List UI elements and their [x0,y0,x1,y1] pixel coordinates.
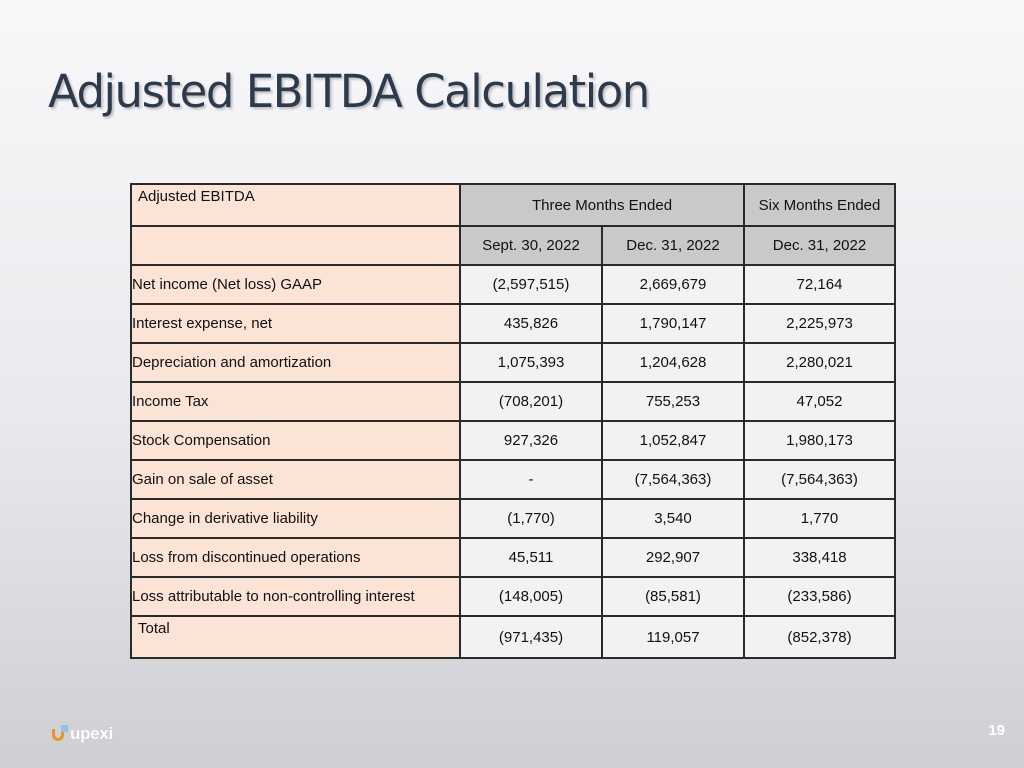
value-cell: 2,280,021 [744,343,895,382]
value-cell: 47,052 [744,382,895,421]
row-label: Net income (Net loss) GAAP [131,265,460,304]
value-cell: (852,378) [744,616,895,658]
value-cell: 1,075,393 [460,343,602,382]
value-cell: 3,540 [602,499,744,538]
table-header-row [131,184,895,226]
value-cell: 119,057 [602,616,744,658]
row-label: Change in derivative liability [131,499,460,538]
value-cell: 1,770 [744,499,895,538]
value-cell: 1,980,173 [744,421,895,460]
table-row [131,538,895,577]
logo-text: upexi [70,724,113,743]
value-cell: 292,907 [602,538,744,577]
row-label: Interest expense, net [131,304,460,343]
value-cell: 1,052,847 [602,421,744,460]
total-row [131,616,895,658]
value-cell: (85,581) [602,577,744,616]
slide-title: Adjusted EBITDA Calculation [48,65,649,118]
value-cell: 927,326 [460,421,602,460]
value-cell: 755,253 [602,382,744,421]
value-cell: (148,005) [460,577,602,616]
table-row [131,499,895,538]
value-cell: (971,435) [460,616,602,658]
value-cell: (2,597,515) [460,265,602,304]
value-cell: 338,418 [744,538,895,577]
value-cell: (7,564,363) [744,460,895,499]
value-cell: (708,201) [460,382,602,421]
value-cell: (233,586) [744,577,895,616]
value-cell: 2,225,973 [744,304,895,343]
six-months-ended-header: Six Months Ended [744,184,895,226]
upexi-logo-icon [52,725,68,743]
value-cell: - [460,460,602,499]
row-label: Depreciation and amortization [131,343,460,382]
value-cell: 72,164 [744,265,895,304]
table-row [131,577,895,616]
table-row [131,460,895,499]
adjusted-ebitda-table [130,183,896,659]
table-row [131,421,895,460]
row-label: Income Tax [131,382,460,421]
column-header-sept-30-2022: Sept. 30, 2022 [460,226,602,265]
value-cell: (1,770) [460,499,602,538]
table-row [131,304,895,343]
table-date-row [131,226,895,265]
column-header-dec-31-2022-six-months: Dec. 31, 2022 [744,226,895,265]
table-corner-label: Adjusted EBITDA [131,184,460,226]
three-months-ended-header: Three Months Ended [460,184,744,226]
value-cell: 435,826 [460,304,602,343]
value-cell: (7,564,363) [602,460,744,499]
page-number: 19 [988,722,1005,739]
value-cell: 2,669,679 [602,265,744,304]
row-label: Loss attributable to non-controlling interest [131,577,460,616]
row-label: Stock Compensation [131,421,460,460]
company-logo [52,721,113,747]
empty-label-cell [131,226,460,265]
column-header-dec-31-2022-three-months: Dec. 31, 2022 [602,226,744,265]
value-cell: 1,204,628 [602,343,744,382]
row-label: Loss from discontinued operations [131,538,460,577]
row-label: Total [131,616,460,658]
table-row [131,382,895,421]
table-body [131,265,895,658]
table-row [131,265,895,304]
row-label: Gain on sale of asset [131,460,460,499]
value-cell: 45,511 [460,538,602,577]
value-cell: 1,790,147 [602,304,744,343]
table-row [131,343,895,382]
